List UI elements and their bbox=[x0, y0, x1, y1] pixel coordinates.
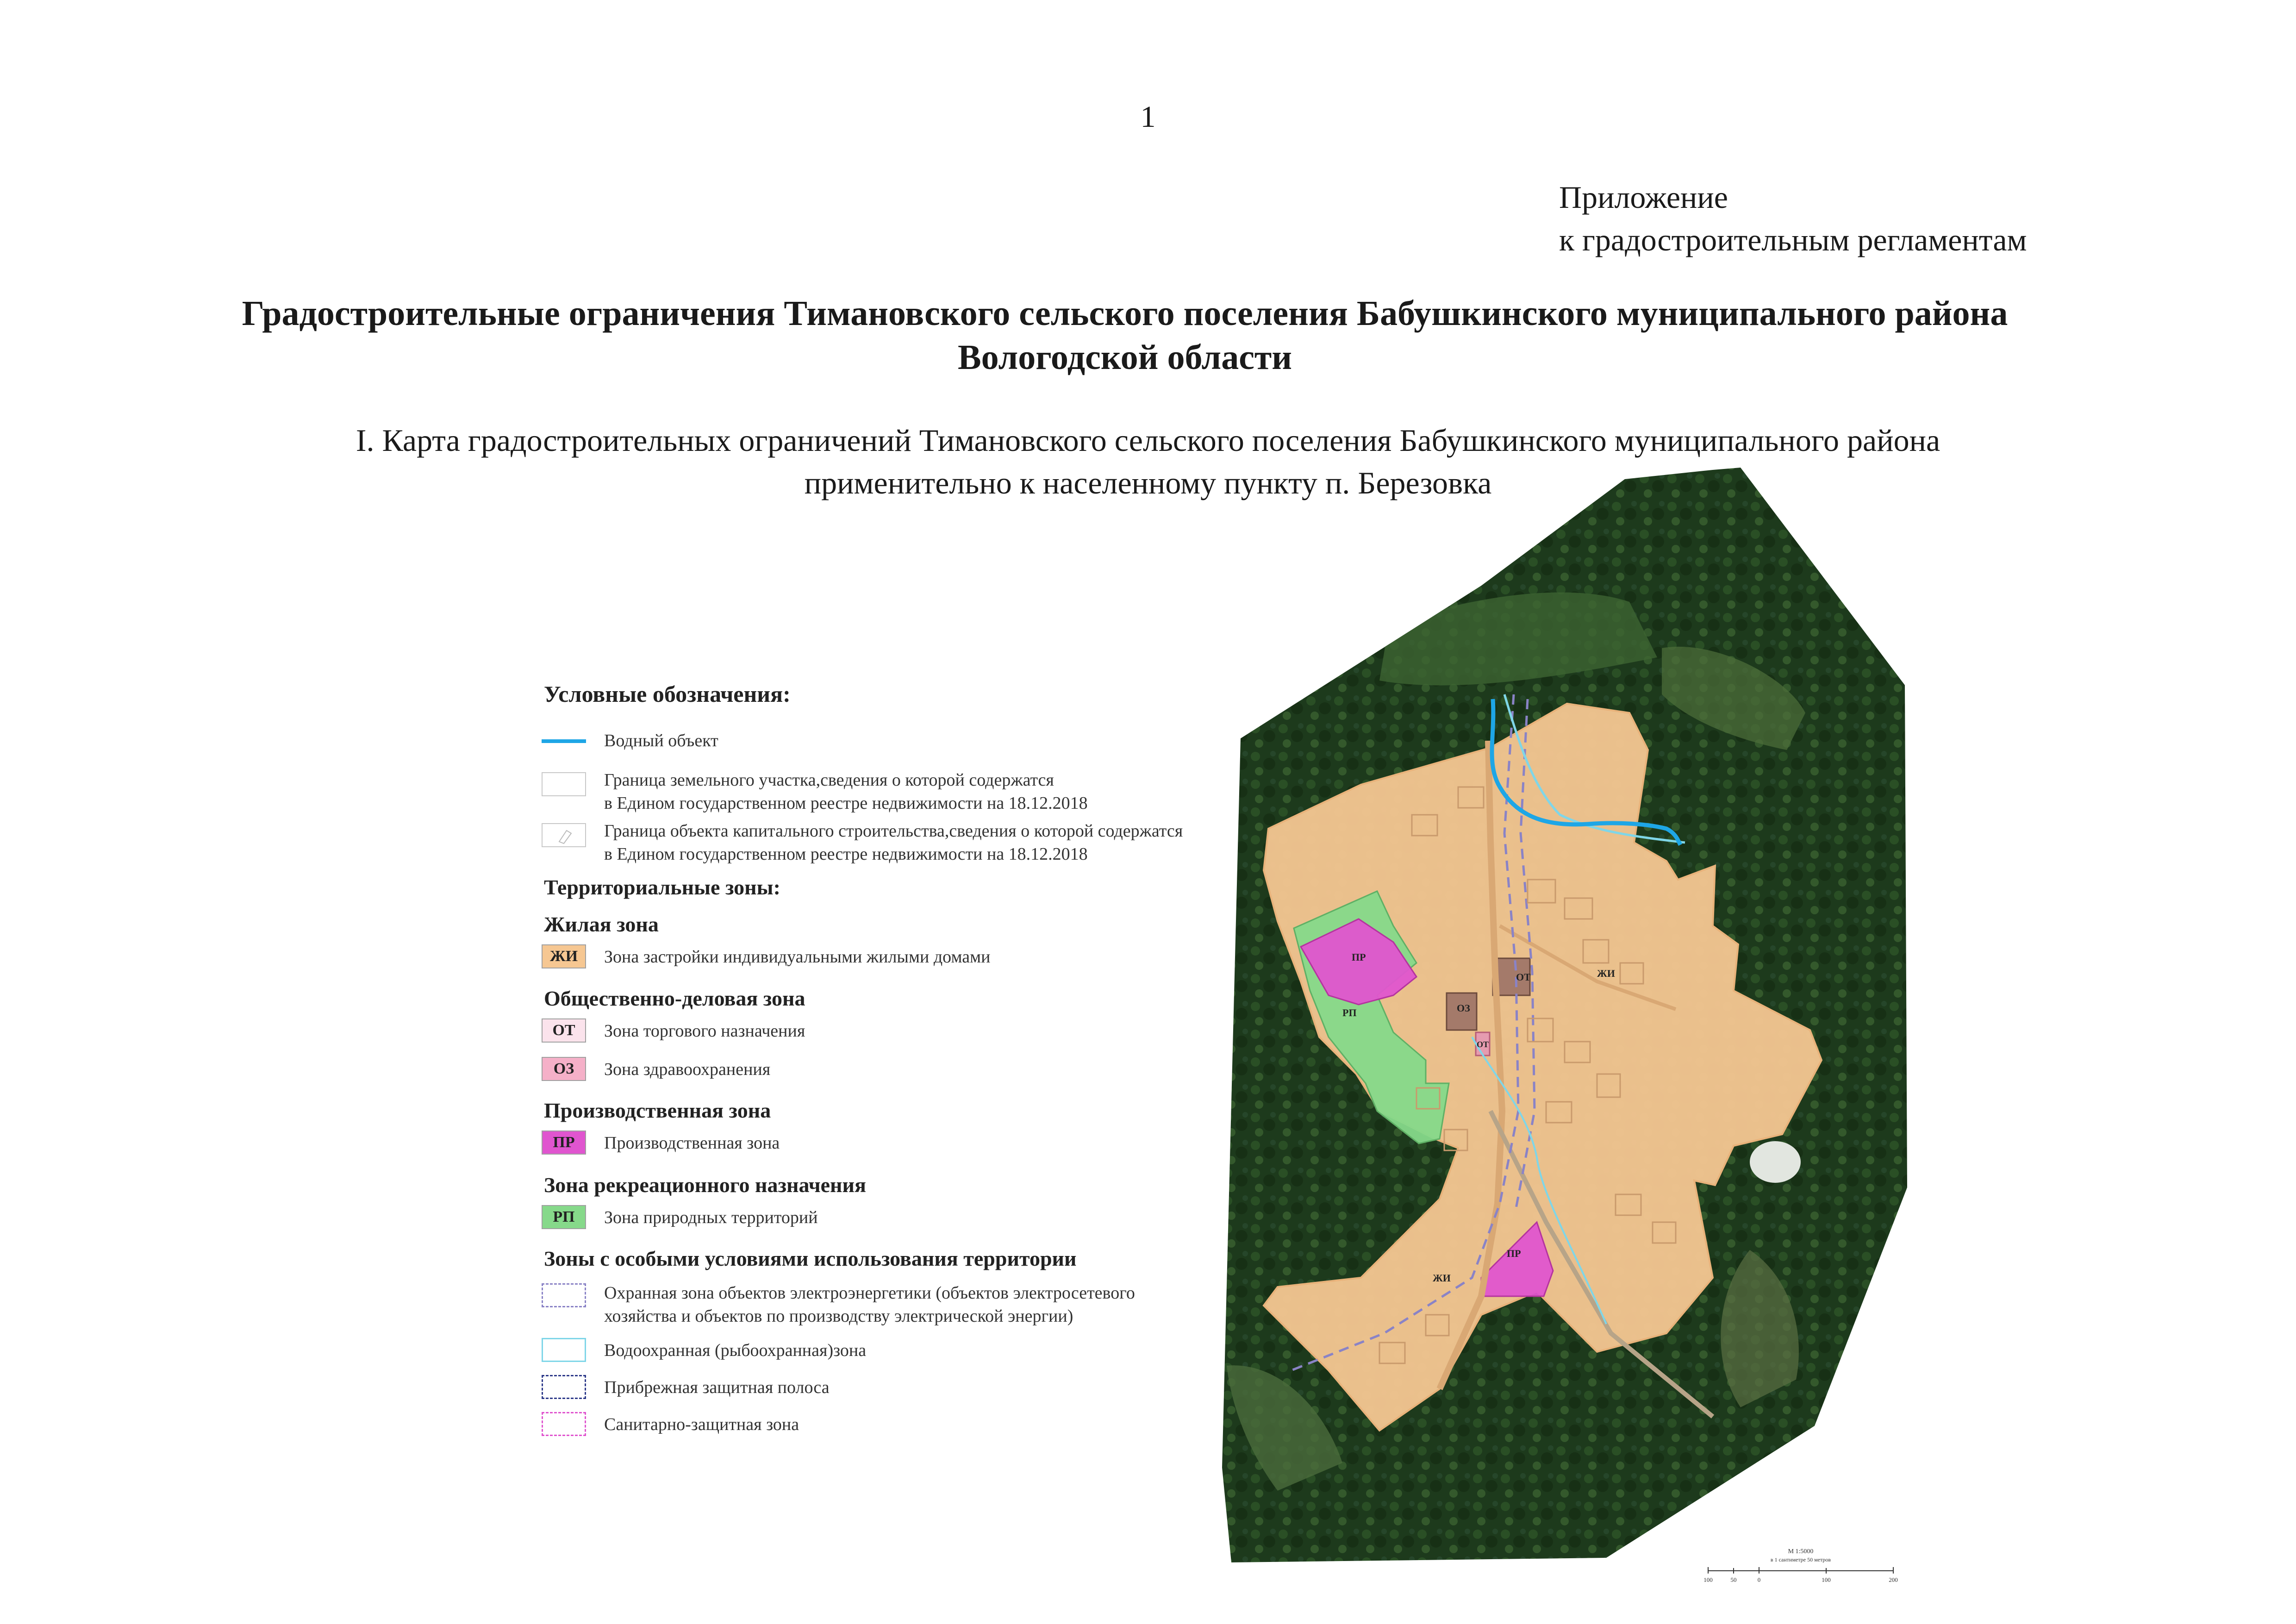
legend-recreation-heading: Зона рекреационного назначения bbox=[544, 1173, 866, 1197]
label-industrial-south: ПР bbox=[1507, 1248, 1521, 1259]
legend-item-industrial bbox=[542, 1131, 1282, 1168]
legend-item-capital-object bbox=[542, 819, 1282, 864]
label-residential-east: ЖИ bbox=[1597, 968, 1615, 979]
map-title-line-1: I. Карта градостроительных ограничений Тимановского сельского поселения Бабушкинского муниципального района bbox=[356, 423, 1940, 458]
legend-item-health bbox=[542, 1057, 1282, 1094]
legend-residential-label: Зона застройки индивидуальными жилыми домами bbox=[604, 947, 991, 967]
document-title-line-2: Вологодской области bbox=[957, 338, 1292, 377]
map-area bbox=[1199, 463, 1958, 1574]
recreation-swatch: РП bbox=[542, 1205, 586, 1229]
legend-industrial-label: Производственная зона bbox=[604, 1133, 780, 1153]
sanitary-swatch bbox=[542, 1412, 586, 1436]
page-number: 1 bbox=[1140, 100, 1156, 134]
label-trade-north: ОТ bbox=[1516, 971, 1531, 983]
legend-sanitary-label: Санитарно-защитная зона bbox=[604, 1415, 799, 1434]
appendix-line-2: к градостроительным регламентам bbox=[1559, 222, 2027, 257]
legend-power-zone-line-2: хозяйства и объектов по производству электрической энергии) bbox=[604, 1306, 1073, 1326]
legend-public-heading: Общественно-деловая зона bbox=[544, 987, 805, 1010]
residential-swatch: ЖИ bbox=[542, 944, 586, 968]
legend-water-label: Водный объект bbox=[604, 731, 718, 750]
label-residential-south: ЖИ bbox=[1433, 1272, 1451, 1284]
scale-description: в 1 сантиметре 50 метров bbox=[1770, 1556, 1831, 1563]
legend-item-power-zone bbox=[542, 1281, 1282, 1326]
health-swatch: ОЗ bbox=[542, 1057, 586, 1081]
document-title-line-1: Градостроительные ограничения Тимановского сельского поселения Бабушкинского муниципального района bbox=[242, 294, 2008, 333]
building-outline-icon bbox=[542, 823, 586, 847]
legend-coastal-label: Прибрежная защитная полоса bbox=[604, 1378, 830, 1397]
legend-industrial-heading: Производственная зона bbox=[544, 1099, 771, 1122]
legend-capital-object-line-1: Граница объекта капитального строительства,сведения о которой содержатся bbox=[604, 821, 1183, 841]
scale-bar bbox=[1694, 1544, 1907, 1586]
legend-recreation-label: Зона природных территорий bbox=[604, 1208, 818, 1227]
legend-land-parcel-label bbox=[604, 768, 1088, 815]
scale-tick-label: 200 bbox=[1889, 1576, 1898, 1583]
document-title bbox=[139, 292, 2111, 380]
water-protection-swatch bbox=[542, 1338, 586, 1362]
clearing-spot bbox=[1750, 1141, 1801, 1183]
legend-territorial-zones: Территориальные зоны: bbox=[544, 875, 780, 899]
appendix-line-1: Приложение bbox=[1559, 180, 1728, 215]
scale-tick-label: 100 bbox=[1822, 1576, 1831, 1583]
legend-health-label: Зона здравоохранения bbox=[604, 1060, 771, 1079]
legend-item-sanitary bbox=[542, 1412, 1282, 1449]
parcel-border-icon bbox=[542, 772, 586, 796]
legend-power-zone-label bbox=[604, 1281, 1135, 1328]
legend-residential-heading: Жилая зона bbox=[544, 912, 659, 936]
map-title-line-2: применительно к населенному пункту п. Березовка bbox=[804, 465, 1492, 500]
appendix-note bbox=[1559, 176, 2027, 261]
label-trade-small: ОТ bbox=[1477, 1040, 1489, 1049]
map-legend bbox=[542, 681, 1245, 1477]
label-recreation: РП bbox=[1342, 1007, 1357, 1018]
scale-ratio: М 1:5000 bbox=[1788, 1548, 1814, 1555]
legend-item-water-protection bbox=[542, 1338, 1282, 1375]
legend-special-heading: Зоны с особыми условиями использования территории bbox=[544, 1247, 1077, 1270]
legend-item-recreation bbox=[542, 1205, 1282, 1242]
scale-tick-label: 50 bbox=[1730, 1576, 1737, 1583]
legend-trade-label: Зона торгового назначения bbox=[604, 1021, 805, 1041]
scale-tick-label: 100 bbox=[1703, 1576, 1713, 1583]
legend-item-coastal bbox=[542, 1375, 1282, 1412]
trade-swatch: ОТ bbox=[542, 1018, 586, 1043]
legend-capital-object-label bbox=[604, 819, 1183, 866]
legend-item-land-parcel bbox=[542, 768, 1282, 813]
legend-capital-object-line-2: в Едином государственном реестре недвижимости на 18.12.2018 bbox=[604, 844, 1088, 864]
legend-land-parcel-line-2: в Едином государственном реестре недвижимости на 18.12.2018 bbox=[604, 793, 1088, 813]
legend-land-parcel-line-1: Граница земельного участка,сведения о которой содержатся bbox=[604, 770, 1054, 790]
power-zone-swatch bbox=[542, 1283, 586, 1307]
legend-power-zone-line-1: Охранная зона объектов электроэнергетики (объектов электросетевого bbox=[604, 1283, 1135, 1303]
coastal-swatch bbox=[542, 1375, 586, 1399]
label-health: ОЗ bbox=[1457, 1002, 1470, 1014]
legend-item-residential bbox=[542, 944, 1282, 981]
legend-item-trade bbox=[542, 1018, 1282, 1056]
legend-water-protection-label: Водоохранная (рыбоохранная)зона bbox=[604, 1341, 867, 1360]
legend-title: Условные обозначения: bbox=[544, 681, 791, 707]
scale-tick-label: 0 bbox=[1757, 1576, 1761, 1583]
label-industrial-north: ПР bbox=[1352, 951, 1366, 963]
industrial-swatch: ПР bbox=[542, 1131, 586, 1155]
water-line-icon bbox=[542, 739, 586, 743]
legend-item-water bbox=[542, 729, 1282, 766]
